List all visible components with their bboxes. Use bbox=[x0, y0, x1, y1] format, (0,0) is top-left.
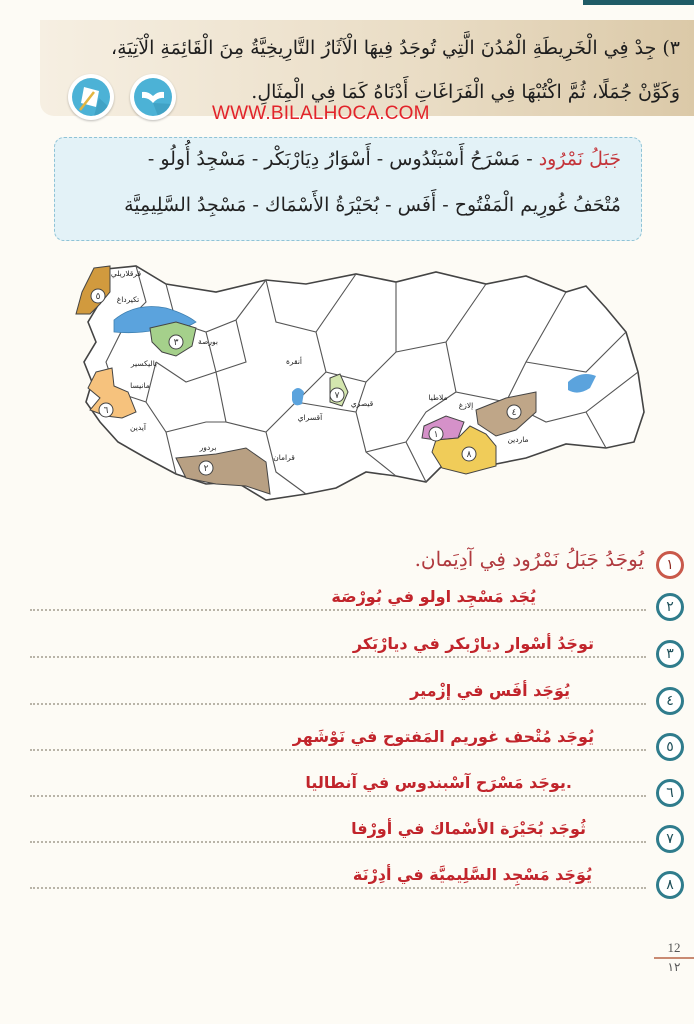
number-circle-5: ٥ bbox=[656, 733, 684, 761]
answer-dotted-line bbox=[30, 609, 646, 611]
svg-text:تكيرداغ: تكيرداغ bbox=[116, 295, 140, 304]
svg-text:ملاطيا: ملاطيا bbox=[428, 393, 448, 402]
svg-text:ماردين: ماردين bbox=[507, 435, 529, 444]
svg-text:٤: ٤ bbox=[511, 408, 517, 418]
number-circle-4: ٤ bbox=[656, 687, 684, 715]
answer-row-6 bbox=[0, 773, 694, 813]
svg-text:آقسراي: آقسراي bbox=[297, 413, 323, 422]
landmarks-row-2: مُتْحَفُ غُورِيم الْمَفْتُوح - أَفَس - بُحَيْرَةُ الأَسْمَاك - مَسْجِدُ السَّلِيمِيَّة bbox=[124, 194, 621, 216]
number-circle-2: ٢ bbox=[656, 593, 684, 621]
svg-text:١: ١ bbox=[433, 430, 439, 440]
number-circle-1: ١ bbox=[656, 551, 684, 579]
number-circle-3: ٣ bbox=[656, 640, 684, 668]
answer-text-2[interactable]: يُجَد مَسْجِد اولو في بُورْصَة bbox=[331, 587, 536, 606]
answer-text-8[interactable]: يُوَجَد مَسْجِد السَّلِيميَّة في أدِرْنَة bbox=[352, 865, 592, 884]
svg-text:٣: ٣ bbox=[173, 338, 179, 348]
svg-text:بردور: بردور bbox=[199, 443, 217, 452]
answer-row-4 bbox=[0, 681, 694, 721]
answer-row-1 bbox=[0, 545, 694, 585]
writing-icon bbox=[72, 78, 110, 116]
landmarks-row-1-rest: - مَسْرَحُ أَسْبَنْدُوس - أَسْوَارُ دِيَارْبَكْر - مَسْجِدُ أُولُو - bbox=[147, 148, 539, 170]
answer-row-2 bbox=[0, 587, 694, 627]
page-number-arabic: ١٢ bbox=[667, 960, 681, 974]
svg-text:آيدين: آيدين bbox=[130, 423, 146, 432]
answer-text-4[interactable]: يُوَجَد أفَس في إزْمير bbox=[410, 681, 570, 700]
answer-dotted-line bbox=[30, 887, 646, 889]
number-circle-8: ٨ bbox=[656, 871, 684, 899]
turkey-map bbox=[66, 262, 646, 502]
svg-text:٢: ٢ bbox=[203, 464, 209, 474]
svg-text:بورصة: بورصة bbox=[198, 337, 218, 346]
svg-text:٨: ٨ bbox=[466, 450, 472, 460]
svg-text:قرقلاريلي: قرقلاريلي bbox=[110, 269, 142, 278]
svg-text:قرامان: قرامان bbox=[273, 453, 295, 462]
answer-text-5[interactable]: يُوجَد مُتْحف غوريم المَفتوح في نَوْشَهر bbox=[292, 727, 594, 746]
answer-dotted-line bbox=[30, 841, 646, 843]
answer-dotted-line bbox=[30, 703, 646, 705]
answer-text-6[interactable]: .يوجَد مَسْرَح آسْبندوس في آنطاليا bbox=[305, 773, 572, 792]
number-circle-6: ٦ bbox=[656, 779, 684, 807]
svg-text:قيصري: قيصري bbox=[350, 399, 374, 408]
page-number-latin: 12 bbox=[654, 940, 694, 959]
answer-dotted-line bbox=[30, 795, 646, 797]
svg-text:٦: ٦ bbox=[103, 406, 109, 416]
svg-text:إلازغ: إلازغ bbox=[458, 401, 474, 410]
answer-dotted-line bbox=[30, 749, 646, 751]
landmarks-row-1 bbox=[148, 148, 621, 170]
instruction-line-1: ٣) جِدْ فِي الْخَرِيطَةِ الْمُدُنَ الَّتِي تُوجَدُ فِيهَا الْآثَارُ التَّارِيخِيَّةُ مِنَ الْقَائِمَةِ الْآتِيَةِ، bbox=[110, 37, 680, 59]
writing-activity-button[interactable] bbox=[68, 74, 114, 120]
answer-row-5 bbox=[0, 727, 694, 767]
page-header-tab bbox=[583, 0, 694, 5]
answer-text-3[interactable]: توجَدُ أسْوار ديارْبكر في ديارْبَكر bbox=[352, 634, 594, 653]
instruction-line-2: وَكَوِّنْ جُمَلًا، ثُمَّ اكْتُبْهَا فِي الْفَرَاغَاتِ أَدْنَاهُ كَمَا فِي الْمِثَالِ. bbox=[251, 81, 680, 103]
example-landmark: جَبَلُ نَمْرُود bbox=[538, 148, 621, 170]
svg-text:٧: ٧ bbox=[334, 391, 340, 401]
reading-activity-button[interactable] bbox=[130, 74, 176, 120]
svg-text:٥: ٥ bbox=[95, 292, 101, 302]
answer-row-8 bbox=[0, 865, 694, 905]
example-sentence: يُوجَدُ جَبَلُ نَمْرُود فِي آدِيَمان. bbox=[414, 547, 644, 571]
number-circle-7: ٧ bbox=[656, 825, 684, 853]
page-number bbox=[654, 940, 694, 975]
watermark: WWW.BILALHOCA.COM bbox=[212, 103, 430, 124]
svg-text:مانيسا: مانيسا bbox=[130, 381, 150, 390]
answer-text-7[interactable]: ثُوجَد بُحَيْرَة الأسْماك في أورْفا bbox=[351, 819, 586, 838]
answer-dotted-line bbox=[30, 656, 646, 658]
answer-row-7 bbox=[0, 819, 694, 859]
svg-text:أنقرة: أنقرة bbox=[285, 357, 303, 366]
svg-text:باليكسير: باليكسير bbox=[130, 359, 158, 368]
reading-book-icon bbox=[134, 78, 172, 116]
landmarks-list-box bbox=[54, 137, 642, 241]
answer-row-3 bbox=[0, 634, 694, 674]
